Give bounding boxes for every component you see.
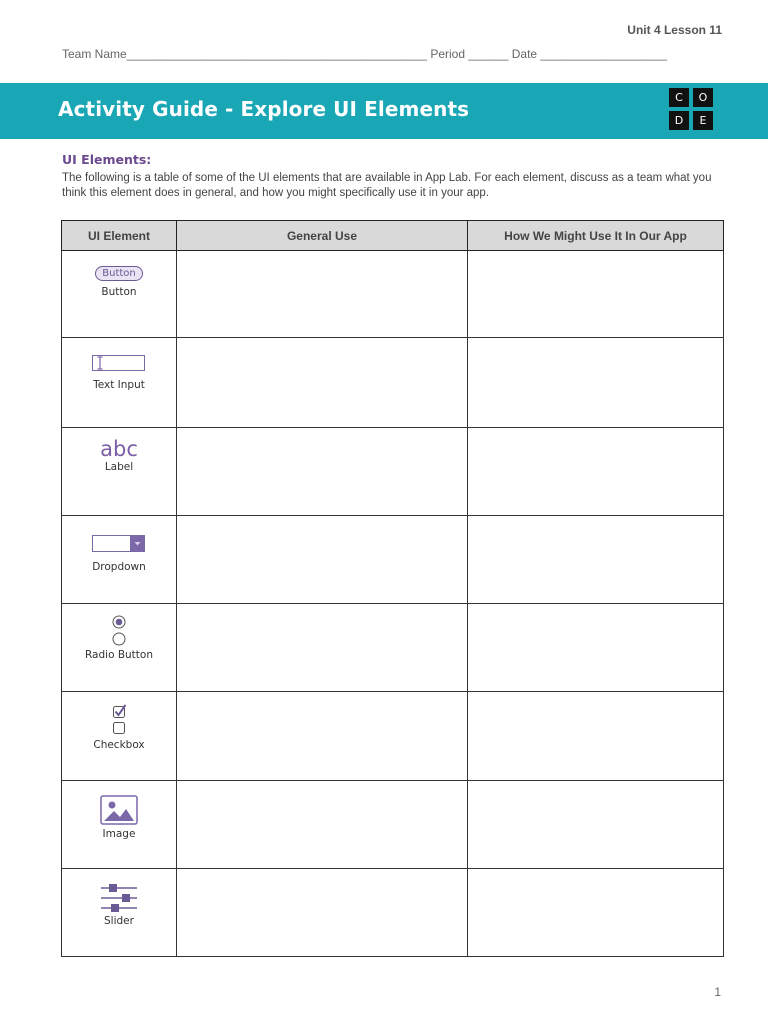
table-row (62, 251, 724, 338)
page-title: Activity Guide - Explore UI Elements (58, 97, 470, 121)
table-row (62, 692, 724, 781)
ui-elements-table (61, 220, 724, 957)
logo-letter: E (693, 111, 713, 130)
general-use-cell[interactable] (177, 251, 468, 338)
button-icon: Button (95, 266, 143, 281)
ui-element-cell (62, 869, 177, 957)
text-input-icon (92, 353, 146, 373)
app-use-cell[interactable] (468, 869, 724, 957)
code-logo (669, 88, 717, 134)
general-use-cell[interactable] (177, 604, 468, 692)
app-use-cell[interactable] (468, 251, 724, 338)
ui-element-cell (62, 692, 177, 781)
radio-button-icon (111, 614, 127, 646)
app-use-cell[interactable] (468, 692, 724, 781)
table-row (62, 516, 724, 604)
ui-element-label: Radio Button (84, 649, 153, 661)
intro-paragraph: The following is a table of some of the UI elements that are available in App Lab. For each element, discuss as a team what you think this element does in general, and how you might specifically use it in your app. (62, 172, 712, 199)
image-icon (100, 795, 138, 825)
ui-element-cell (62, 604, 177, 692)
table-row (62, 781, 724, 869)
checkbox-icon (110, 702, 128, 736)
logo-letter: D (669, 111, 689, 130)
ui-element-label: Checkbox (93, 739, 145, 751)
general-use-cell[interactable] (177, 869, 468, 957)
ui-element-cell (62, 428, 177, 516)
general-use-cell[interactable] (177, 338, 468, 428)
general-use-cell[interactable] (177, 781, 468, 869)
ui-element-label: Button (101, 286, 137, 298)
ui-element-label: Label (104, 461, 134, 473)
title-banner (0, 83, 768, 139)
app-use-cell[interactable] (468, 428, 724, 516)
table-header-row (62, 221, 724, 251)
general-use-cell[interactable] (177, 516, 468, 604)
ui-element-label: Slider (104, 915, 134, 927)
column-header-app-use: How We Might Use It In Our App (468, 221, 724, 251)
table-row (62, 338, 724, 428)
ui-element-cell (62, 251, 177, 338)
ui-element-cell (62, 516, 177, 604)
ui-element-label: Dropdown (92, 561, 146, 573)
ui-element-cell (62, 338, 177, 428)
ui-element-label: Text Input (93, 379, 145, 391)
lesson-label: Unit 4 Lesson 11 (627, 23, 722, 37)
table-row (62, 604, 724, 692)
page-number: 1 (714, 985, 721, 999)
table-row (62, 869, 724, 957)
dropdown-icon (92, 535, 146, 553)
label-icon: abc (100, 437, 138, 461)
app-use-cell[interactable] (468, 781, 724, 869)
team-name-line: Team Name_____________________________________________ Period ______ Date ___________________ (62, 47, 668, 61)
slider-icon (99, 883, 139, 913)
app-use-cell[interactable] (468, 604, 724, 692)
logo-letter: C (669, 88, 689, 107)
app-use-cell[interactable] (468, 516, 724, 604)
logo-letter: O (693, 88, 713, 107)
section-heading: UI Elements: (62, 152, 152, 167)
general-use-cell[interactable] (177, 692, 468, 781)
app-use-cell[interactable] (468, 338, 724, 428)
column-header-general-use: General Use (177, 221, 468, 251)
ui-element-label: Image (102, 828, 136, 840)
ui-element-cell (62, 781, 177, 869)
column-header-ui-element: UI Element (62, 221, 177, 251)
table-row (62, 428, 724, 516)
general-use-cell[interactable] (177, 428, 468, 516)
